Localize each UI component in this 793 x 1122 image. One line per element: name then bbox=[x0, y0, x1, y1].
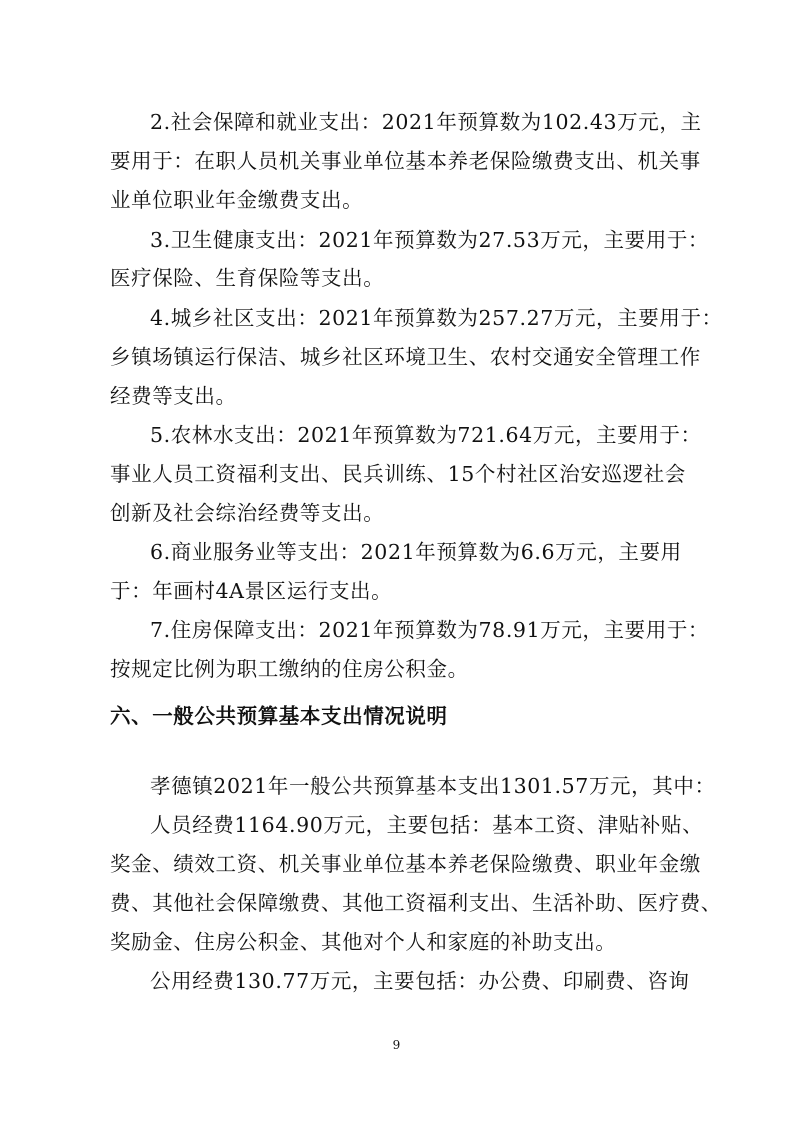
paragraph-line: 于：年画村4A景区运行支出。 bbox=[110, 579, 393, 603]
paragraph-line: 事业人员工资福利支出、民兵训练、15个村社区治安巡逻社会 bbox=[110, 462, 686, 486]
paragraph-line: 费、其他社会保障缴费、其他工资福利支出、生活补助、医疗费、 bbox=[110, 891, 722, 915]
paragraph-line: 2.社会保障和就业支出：2021年预算数为102.43万元，主 bbox=[150, 110, 702, 134]
paragraph-line: 要用于：在职人员机关事业单位基本养老保险缴费支出、机关事 bbox=[110, 149, 701, 173]
paragraph-line: 孝德镇2021年一般公共预算基本支出1301.57万元，其中： bbox=[150, 774, 716, 798]
paragraph-line: 医疗保险、生育保险等支出。 bbox=[110, 266, 385, 290]
section-heading: 六、一般公共预算基本支出情况说明 bbox=[110, 704, 448, 728]
paragraph-line: 业单位职业年金缴费支出。 bbox=[110, 188, 364, 212]
paragraph-line: 4.城乡社区支出：2021年预算数为257.27万元，主要用于： bbox=[150, 306, 723, 330]
paragraph-line: 7.住房保障支出：2021年预算数为78.91万元，主要用于： bbox=[150, 618, 710, 642]
paragraph-line: 奖励金、住房公积金、其他对个人和家庭的补助支出。 bbox=[110, 930, 617, 954]
page-number: 9 bbox=[392, 1038, 401, 1052]
paragraph-line: 人员经费1164.90万元，主要包括：基本工资、津贴补贴、 bbox=[150, 813, 704, 837]
paragraph-line: 6.商业服务业等支出：2021年预算数为6.6万元，主要用 bbox=[150, 540, 682, 564]
paragraph-line: 乡镇场镇运行保洁、城乡社区环境卫生、农村交通安全管理工作 bbox=[110, 345, 701, 369]
paragraph-line: 3.卫生健康支出：2021年预算数为27.53万元，主要用于： bbox=[150, 228, 710, 252]
paragraph-line: 公用经费130.77万元，主要包括：办公费、印刷费、咨询 bbox=[150, 969, 690, 993]
paragraph-line: 按规定比例为职工缴纳的住房公积金。 bbox=[110, 657, 469, 681]
paragraph-line: 5.农林水支出：2021年预算数为721.64万元，主要用于： bbox=[150, 423, 702, 447]
paragraph-line: 经费等支出。 bbox=[110, 384, 237, 408]
paragraph-line: 创新及社会综治经费等支出。 bbox=[110, 501, 385, 525]
paragraph-line: 奖金、绩效工资、机关事业单位基本养老保险缴费、职业年金缴 bbox=[110, 852, 701, 876]
